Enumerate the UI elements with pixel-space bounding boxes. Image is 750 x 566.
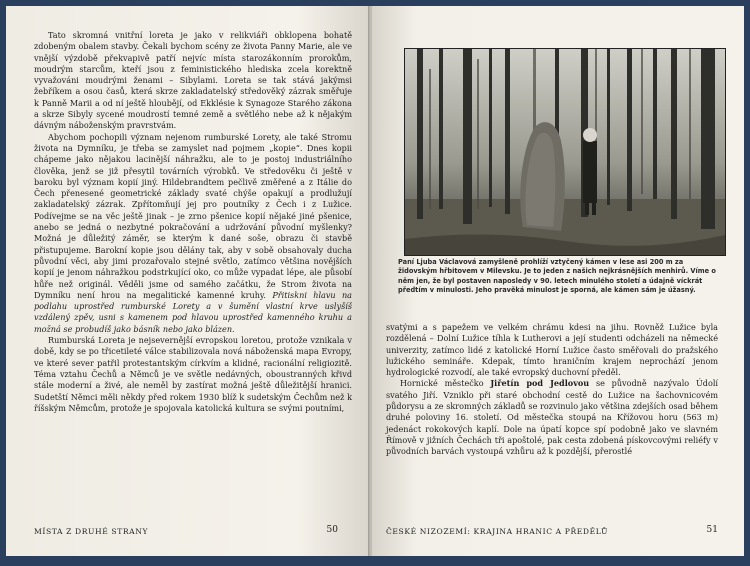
paragraph: Tato skromná vnitřní loreta je jako v relikviáři obklopena bohatě zdobeným obalem stavby. Čekali bychom scény ze života Panny Marie, ale ve vnější výzdobě překvapivě patří nejvíc místa starozákonním prorokům, moudrým starcům, kteří jsou z feministického hlediska zcela korektně vyvažováni moudrými ženami – Sibylami. Loreta se tak stává jakýmsi žebříkem a osou časů, která skrze zakladatelský středověký zázrak směřuje k Panně Marii a od ní ještě hloubějí, od Ekklésie k Synagoze Starého zákona a skrze Sibyly sycené moudrostí temné země a světlého nebe až k nějakým dávným náboženským pravrstvám.	[34, 30, 352, 131]
left-text-column	[34, 30, 352, 414]
page-number: 51	[706, 525, 718, 535]
italic-quote: Přitiskni hlavu na podlahu uprostřed rumburské Lorety a v šumění vlastní krve uslyšíš vzdálený zpěv, usni s kamenem pod hlavou uprostřed kamenného kruhu a možná se probudíš jako básník nebo jako blázen.	[34, 289, 353, 334]
forest-photo-illustration	[405, 49, 725, 255]
paragraph-with-quote	[34, 132, 352, 335]
running-title: ČESKÉ NIZOZEMÍ: KRAJINA HRANIC A PŘEDĚLŮ	[386, 527, 608, 536]
paragraph-text: se původně nazývalo Údolí svatého Jiří. Vzniklo při staré obchodní cestě do Lužice na šachovnicovém půdorysu a ze skromných základů se rozvinulo jako většina zdejších osad během druhé poloviny 16. století. Od městečka stoupá na Křížovou horu (563 m) jedenáct rokokových kaplí. Dole na úpatí kopce spí podobně jako ve slavném Římově v jižních Čechách tři apoštolé, pak cesta zdobená pískovcovými reliéfy v původních barvách vystoupá vzhůru až k pozdější, přerostlé	[386, 378, 718, 457]
right-page	[372, 6, 744, 556]
paragraph: svatými a s papežem ve velkém chrámu kdesi na jihu. Rovněž Lužice byla rozdělená – Dolní Lužice tíhla k Lutherovi a její studenti odcházeli na německé univerzity, zatímco lidé z katolické Horní Lužice často směřovali do pražského lužického semináře. Kdepak, tímto hraničním krajem neprochází jenom hydrologické rozvodí, ale také evropský duchovní předěl.	[386, 322, 718, 378]
paragraph: Rumburská Loreta je nejsevernější evropskou loretou, protože vznikala v době, kdy se po třicetileté válce stabilizovala nová náboženská mapa Evropy, ve které sever patřil protestantským církvím a klidné, racionální religiozitě. Téma vztahu Čechů a Němců je ve světle nedávných, oboustranných křivd stále moderní a živé, ale neměl by zastírat možná ještě důležitější hranici. Sudetští Němci měli někdy před rokem 1930 blíž k sudetským Čechům než k říšským Němcům, protože je spojovala katolická kultura se svými poutními,	[34, 335, 352, 413]
left-footer	[34, 527, 352, 536]
right-text-column	[386, 322, 718, 458]
paragraph-text: Abychom pochopili význam nejenom rumburské Lorety, ale také Stromu života na Dymníku, je třeba se zamyslet nad pojmem „kopie“. Dnes kopii chápeme jako nějakou lacinější náhražku, ale to je postoj industriálního člověka, jenž se již přesytil továrních výrobků. Ve středověku či ještě v baroku byl význam kopií jiný. Hildebrandtem pečlivě změřené a z Itálie do Čech přenesené geometrické základy svaté chýše opakují a prodlužují zakladatelský zázrak. Zpřítomňují jej pro poutníky z Čech i z Lužice. Podívejme se na věc ještě jinak – je zrno pšenice kopií nějaké jiné pšenice, anebo se jedná o nezbytné pokračování a udržování původní myšlenky? Možná je důležitý záměr, se kterým k dané soše, obrazu či stavbě přistupujeme. Barokní kopie jsou dělány tak, aby v sobě obsahovaly ducha původní věci, aby jimi prozařovalo stejné světlo, zatímco většina novějších kopií je jenom náhražkou podstrkující oko, co může vypadat lépe, ale působí hůře než originál. Věděli jsme od samého začátku, že Strom života na Dymníku není hrou na megalitické kamenné kruhy.	[34, 131, 352, 300]
page-number: 50	[326, 525, 338, 535]
photo-caption: Paní Ljuba Václavová zamyšleně prohlíží vztyčený kámen v lese asi 200 m za židovským hřbitovem v Milevsku. Je to jeden z našich nejkrásnějších menhirů. Víme o něm jen, že byl postaven naposledy v 90. letech minulého století a údajně víckrát předtím v minulosti. Jeho pravěká minulost je sporná, ale kámen sám je úžasný.	[398, 258, 716, 295]
running-title: MÍSTA Z DRUHÉ STRANY	[34, 527, 149, 536]
place-name-bold: Jiřetín pod Jedlovou	[490, 378, 590, 389]
menhir-photo	[404, 48, 726, 256]
left-page	[6, 6, 370, 556]
paragraph-lead: Hornické městečko	[400, 378, 491, 389]
paragraph-jiretin	[386, 378, 718, 457]
right-footer	[386, 527, 718, 536]
